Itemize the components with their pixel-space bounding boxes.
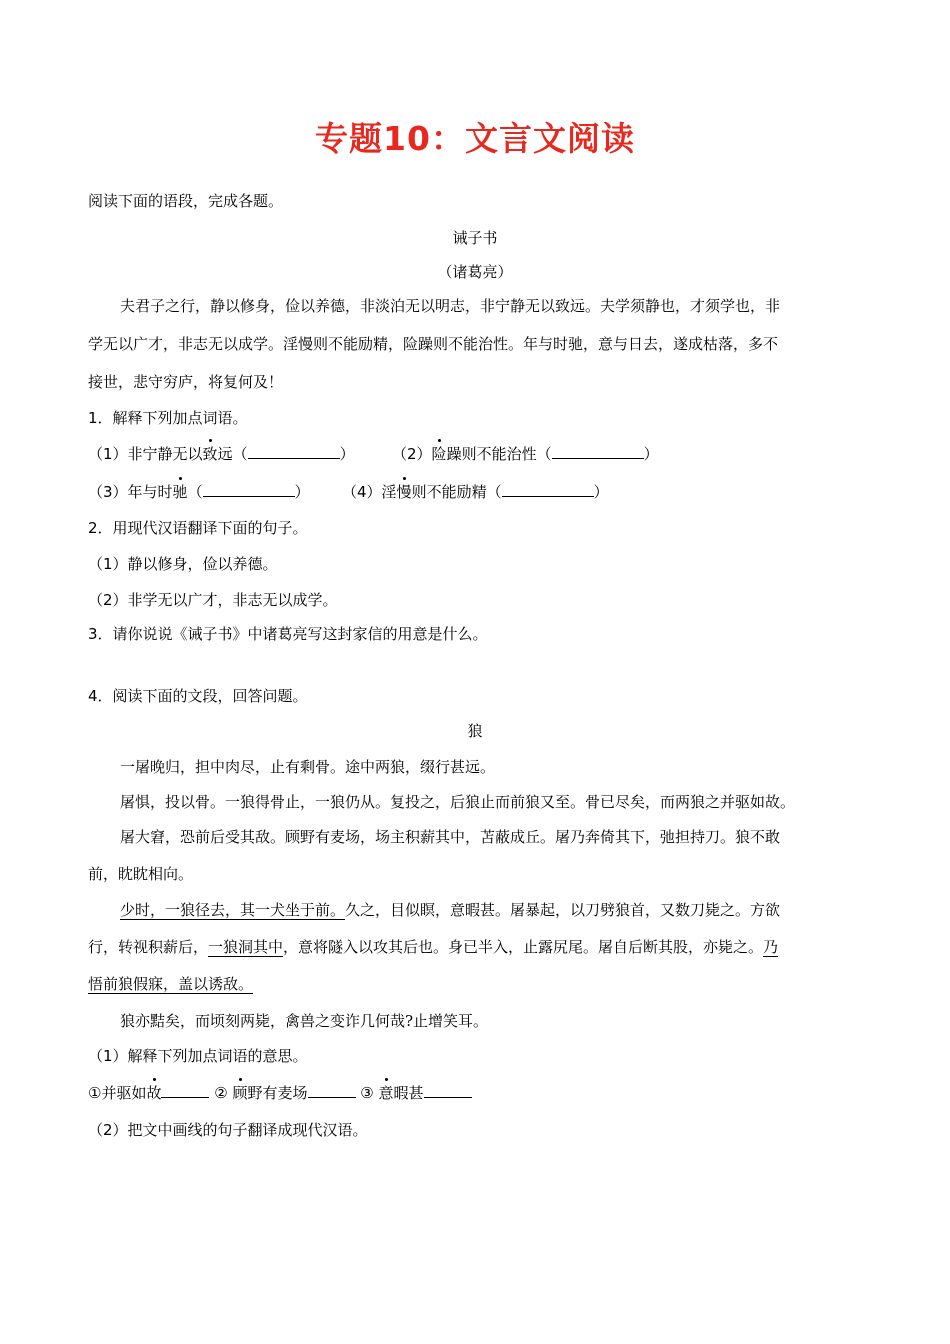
passage1-author: （诸葛亮） bbox=[437, 263, 513, 281]
passage2-p3a: 屠大窘，恐前后受其敌。顾野有麦场，场主积薪其中，苫蔽成丘。屠乃奔倚其下，弛担持刀。狼不敢 bbox=[120, 828, 781, 846]
page-title: 专题10：文言文阅读 bbox=[315, 119, 635, 158]
passage2-p4a: 少时，一狼径去，其一犬坐于前。久之，目似瞑，意暇甚。屠暴起，以刀劈狼首，又数刀毙之。方欲 bbox=[120, 901, 781, 919]
underlined-sentence-end: 悟前狼假寐，盖以诱敌。 bbox=[88, 975, 254, 993]
passage1-line-1: 夫君子之行，静以修身，俭以养德，非淡泊无以明志，非宁静无以致远。夫学须静也，才须学也，非 bbox=[120, 297, 781, 315]
emphasis-dot-char: 意 bbox=[378, 1084, 394, 1102]
passage2-p3b: 前，眈眈相向。 bbox=[88, 865, 194, 883]
q4-stem: 4．阅读下面的文段，回答问题。 bbox=[88, 687, 308, 705]
emphasis-dot-char: 险 bbox=[431, 445, 447, 463]
q1-item-3: （3）年与时驰（ ） bbox=[88, 483, 310, 501]
passage2-p2: 屠惧，投以骨。一狼得骨止，一狼仍从。复投之，后狼止而前狼又至。骨已尽矣，而两狼之并驱如故。 bbox=[120, 793, 796, 811]
q3-stem: 3．请你说说《诫子书》中诸葛亮写这封家信的用意是什么。 bbox=[88, 625, 488, 643]
emphasis-dot-char: 顾 bbox=[232, 1084, 248, 1102]
answer-blank[interactable] bbox=[161, 1082, 209, 1098]
passage1-line-2: 学无以广才，非志无以成学。淫慢则不能励精，险躁则不能治性。年与时驰，意与日去，遂成枯落，多不 bbox=[88, 335, 779, 353]
q2-item-2: （2）非学无以广才，非志无以成学。 bbox=[88, 591, 338, 609]
answer-blank[interactable] bbox=[424, 1082, 472, 1098]
q4-sub2: （2）把文中画线的句子翻译成现代汉语。 bbox=[88, 1121, 368, 1139]
q2-stem: 2．用现代汉语翻译下面的句子。 bbox=[88, 519, 308, 537]
answer-blank[interactable] bbox=[502, 481, 594, 497]
q1-item-4: （4）淫慢则不能励精（ ） bbox=[342, 483, 609, 501]
passage2-title: 狼 bbox=[467, 722, 483, 740]
q2-item-1: （1）静以修身，俭以养德。 bbox=[88, 555, 278, 573]
passage2-p1: 一屠晚归，担中肉尽，止有剩骨。途中两狼，缀行甚远。 bbox=[120, 758, 496, 776]
emphasis-dot-char: 致 bbox=[202, 445, 218, 463]
underlined-sentence-start: 乃 bbox=[763, 938, 779, 956]
passage2-p4b: 行，转视积薪后，一狼洞其中，意将隧入以攻其后也。身已半入，止露尻尾。屠自后断其股，亦毙之。乃 bbox=[88, 938, 779, 956]
q1-item-1: （1）非宁静无以致远（ ） bbox=[88, 445, 355, 463]
answer-blank[interactable] bbox=[203, 481, 295, 497]
answer-blank[interactable] bbox=[308, 1082, 356, 1098]
underlined-phrase: 一狼洞其中 bbox=[208, 938, 284, 956]
passage1-line-3: 接世，悲守穷庐，将复何及！ bbox=[88, 373, 284, 391]
q1-item-2: （2）险躁则不能治性（ ） bbox=[392, 445, 659, 463]
emphasis-dot-char: 慢 bbox=[396, 483, 412, 501]
emphasis-dot-char: 故 bbox=[146, 1084, 162, 1102]
passage2-p5: 狼亦黠矣，而顷刻两毙，禽兽之变诈几何哉?止增笑耳。 bbox=[120, 1012, 489, 1030]
answer-blank[interactable] bbox=[552, 443, 644, 459]
intro-text: 阅读下面的语段，完成各题。 bbox=[88, 192, 284, 210]
emphasis-dot-char: 驰 bbox=[172, 483, 188, 501]
q1-stem: 1．解释下列加点词语。 bbox=[88, 409, 248, 427]
answer-blank[interactable] bbox=[248, 443, 340, 459]
passage1-title: 诫子书 bbox=[452, 229, 498, 247]
q4-sub1-items: ①并驱如故 ② 顾野有麦场 ③ 意暇甚 bbox=[88, 1082, 472, 1103]
underlined-sentence: 少时，一狼径去，其一犬坐于前。 bbox=[120, 901, 346, 919]
passage2-p4c bbox=[88, 974, 253, 994]
q4-sub1: （1）解释下列加点词语的意思。 bbox=[88, 1047, 308, 1065]
